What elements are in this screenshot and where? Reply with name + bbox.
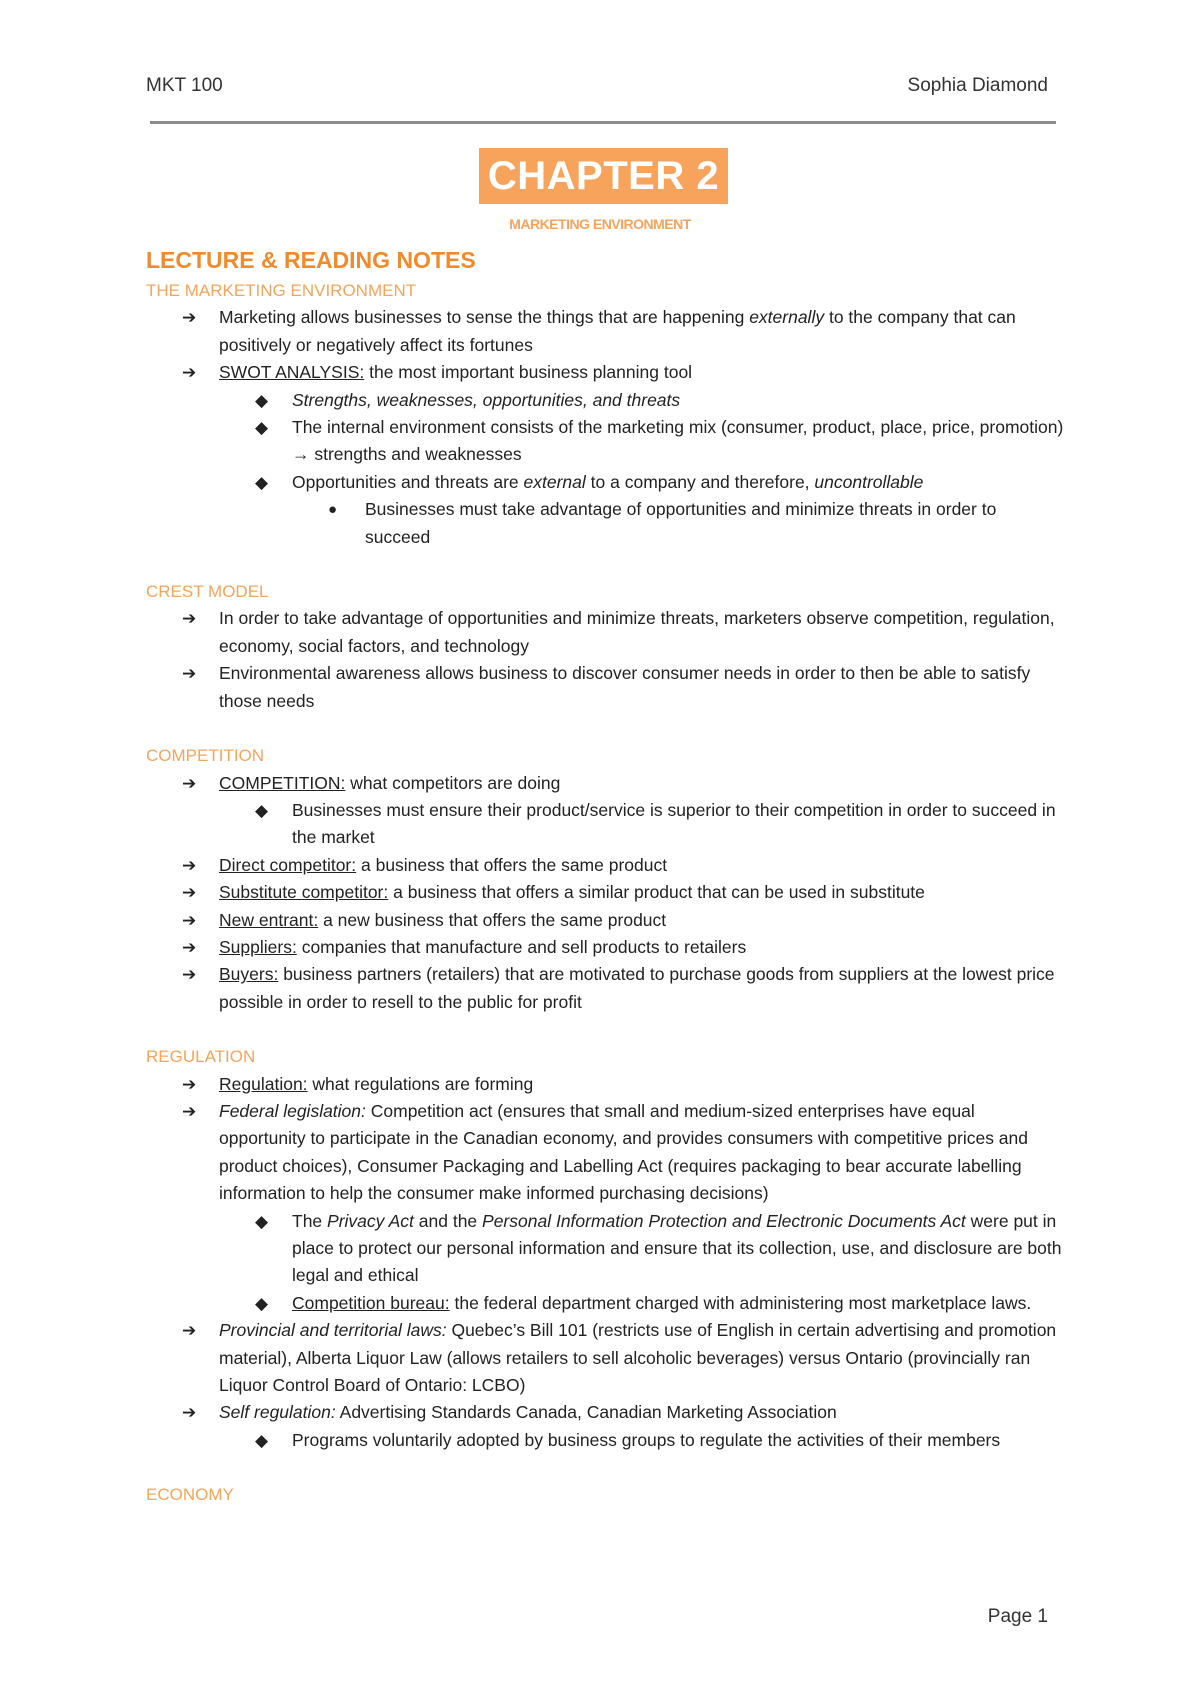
section-title: COMPETITION: [146, 746, 265, 766]
list-item: ◆ Programs voluntarily adopted by business groups to regulate the activities of their members: [146, 1427, 1066, 1454]
list-item: ➔ Suppliers: companies that manufacture and sell products to retailers: [146, 934, 1066, 961]
list-item: ➔ Regulation: what regulations are forming: [146, 1071, 1066, 1098]
list-item: ◆ The Privacy Act and the Personal Information Protection and Electronic Documents Act were put in place to protect our personal information and ensure that its collection, use, and disclosure are both legal and ethical: [146, 1208, 1066, 1290]
diamond-icon: ◆: [255, 800, 269, 820]
arrow-icon: ➔: [182, 363, 197, 383]
list-item: ● Businesses must take advantage of opportunities and minimize threats in order to succeed: [146, 496, 1066, 551]
section-title: THE MARKETING ENVIRONMENT: [146, 281, 417, 300]
diamond-icon: ◆: [255, 472, 269, 492]
header-author: Sophia Diamond: [907, 75, 1048, 96]
list-item: ◆ Competition bureau: the federal department charged with administering most marketplace laws.: [146, 1290, 1066, 1317]
page-number: Page 1: [987, 1606, 1048, 1627]
list-item: ➔ SWOT ANALYSIS: the most important business planning tool: [146, 359, 1066, 386]
list-item: ➔ New entrant: a new business that offers the same product: [146, 907, 1066, 934]
arrow-icon: ➔: [182, 910, 197, 930]
list-item: ➔ Environmental awareness allows business to discover consumer needs in order to then be able to satisfy those needs: [146, 660, 1066, 715]
list-item: ➔ Federal legislation: Competition act (ensures that small and medium-sized enterprises have equal opportunity to participate in the Canadian economy, and provides consumers with competitive prices and product choices), Consumer Packaging and Labelling Act (requires packaging to bear accurate labelling information to help the consumer make informed purchasing decisions): [146, 1098, 1066, 1208]
arrow-icon: ➔: [182, 1074, 197, 1094]
bullet-icon: ●: [328, 501, 338, 519]
list-item: ◆ Opportunities and threats are external to a company and therefore, uncontrollable: [146, 469, 1066, 496]
list-item: ➔ Marketing allows businesses to sense the things that are happening externally to the company that can positively or negatively affect its fortunes: [146, 304, 1066, 359]
section-title: CREST MODEL: [146, 582, 269, 602]
arrow-icon: ➔: [182, 937, 197, 957]
arrow-icon: ➔: [182, 1101, 197, 1121]
chapter-title: CHAPTER 2: [479, 148, 728, 204]
list-item: ◆ The internal environment consists of the marketing mix (consumer, product, place, price, promotion) → strengths and weaknesses: [146, 414, 1066, 469]
diamond-icon: ◆: [255, 418, 269, 438]
list-item: ➔ COMPETITION: what competitors are doing: [146, 770, 1066, 797]
list-item: ◆ Strengths, weaknesses, opportunities, and threats: [146, 387, 1066, 414]
section-title: REGULATION: [146, 1047, 256, 1067]
diamond-icon: ◆: [255, 390, 269, 410]
arrow-icon: ➔: [182, 965, 197, 985]
notes-body: [146, 245, 1066, 1509]
arrow-icon: ➔: [182, 1403, 197, 1423]
list-item: ➔ Direct competitor: a business that offers the same product: [146, 852, 1066, 879]
arrow-icon: ➔: [182, 609, 197, 629]
list-item: ➔ In order to take advantage of opportunities and minimize threats, marketers observe competition, regulation, economy, social factors, and technology: [146, 605, 1066, 660]
header-course: MKT 100: [146, 75, 223, 96]
list-item: ➔ Self regulation: Advertising Standards Canada, Canadian Marketing Association: [146, 1399, 1066, 1426]
arrow-icon: ➔: [182, 664, 197, 684]
diamond-icon: ◆: [255, 1293, 269, 1313]
chapter-subtitle: MARKETING ENVIRONMENT: [509, 216, 691, 232]
arrow-icon: ➔: [182, 883, 197, 903]
section-title: ECONOMY: [146, 1485, 234, 1505]
arrow-icon: ➔: [182, 773, 197, 793]
list-item: ◆ Businesses must ensure their product/service is superior to their competition in order to succeed in the market: [146, 797, 1066, 852]
notes-heading: LECTURE & READING NOTES: [146, 247, 476, 273]
arrow-icon: ➔: [182, 1321, 197, 1341]
list-item: ➔ Buyers: business partners (retailers) that are motivated to purchase goods from suppliers at the lowest price possible in order to resell to the public for profit: [146, 961, 1066, 1016]
header-rule: [150, 121, 1056, 124]
list-item: ➔ Provincial and territorial laws: Quebec’s Bill 101 (restricts use of English in certain advertising and promotion material), Alberta Liquor Law (allows retailers to sell alcoholic beverages) versus Ontario (provincially ran Liquor Control Board of Ontario: LCBO): [146, 1317, 1066, 1399]
arrow-icon: ➔: [182, 855, 197, 875]
list-item: ➔ Substitute competitor: a business that offers a similar product that can be used in substitute: [146, 879, 1066, 906]
diamond-icon: ◆: [255, 1430, 269, 1450]
arrow-icon: ➔: [182, 308, 197, 328]
diamond-icon: ◆: [255, 1211, 269, 1231]
